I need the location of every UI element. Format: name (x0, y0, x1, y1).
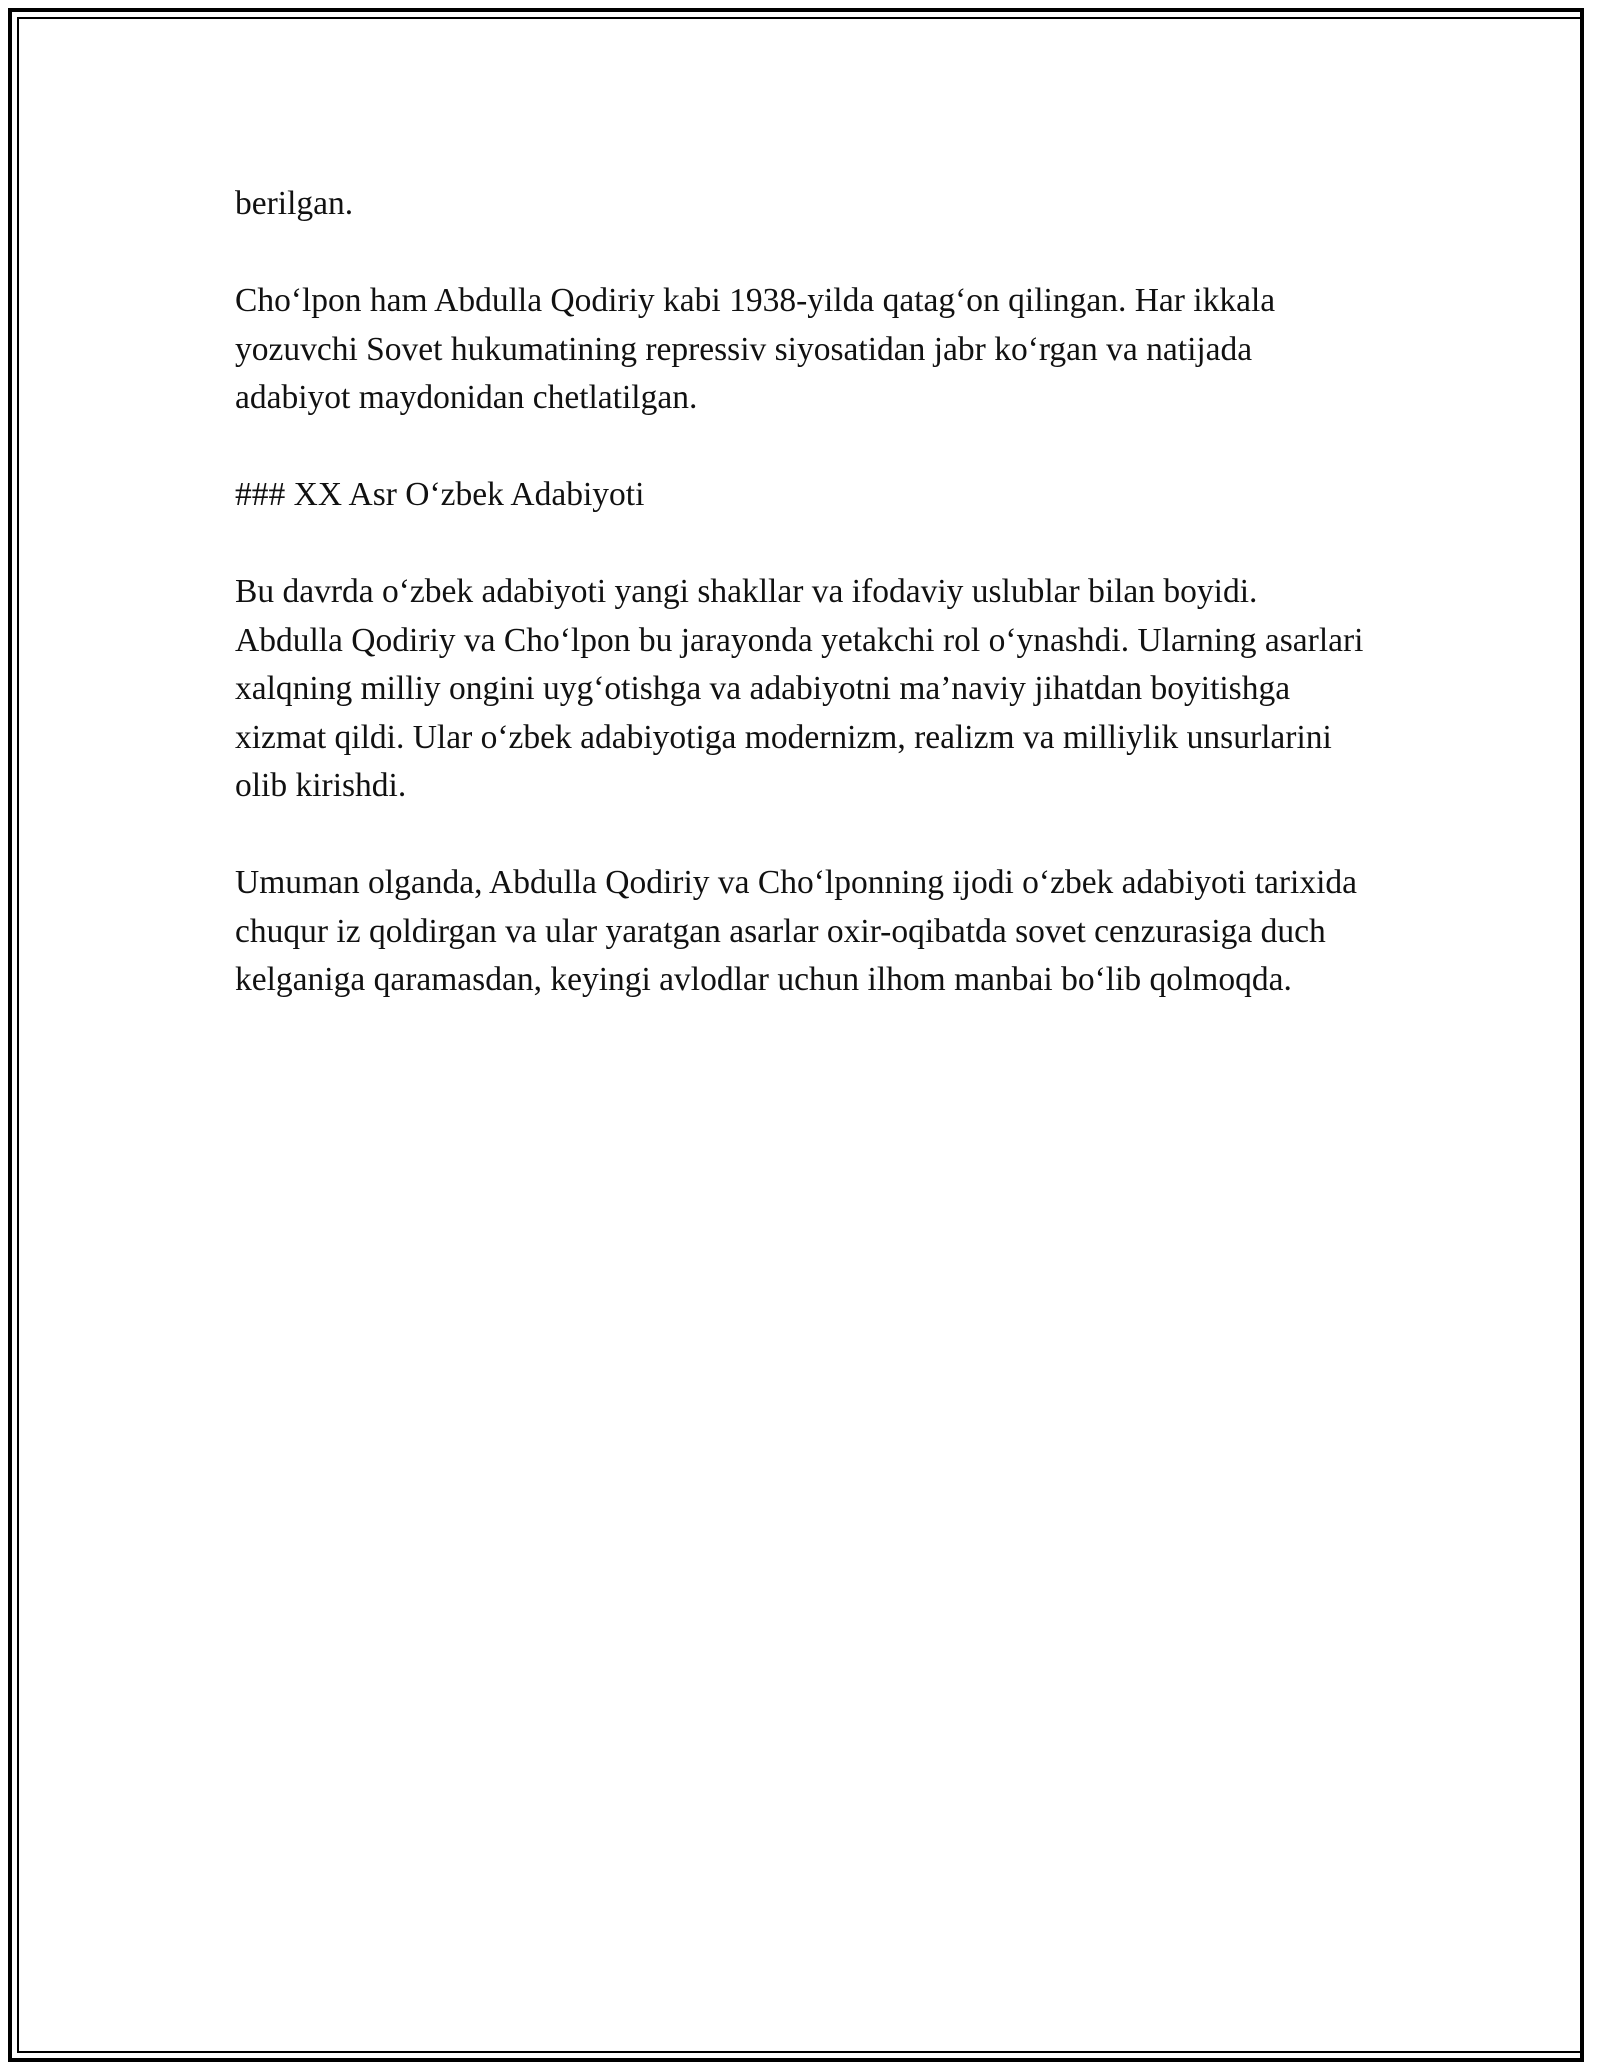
document-body (235, 180, 1365, 1005)
paragraph-xx-century-literature: Bu davrda o‘zbek adabiyoti yangi shakllar va ifodaviy uslublar bilan boyidi. Abdulla Qodiriy va Cho‘lpon bu jarayonda yetakchi rol o‘ynashdi. Ularning asarlari xalqning milliy ongini uyg‘otishga va adabiyotni ma’naviy jihatdan boyitishga xizmat qildi. Ular o‘zbek adabiyotiga modernizm, realizm va milliylik unsurlarini olib kirishdi. (235, 573, 1364, 804)
paragraph-conclusion: Umuman olganda, Abdulla Qodiriy va Cho‘lponning ijodi o‘zbek adabiyoti tarixida chuqur iz qoldirgan va ular yaratgan asarlar oxir-oqibatda sovet cenzurasiga duch kelganiga qaramasdan, keyingi avlodlar uchun ilhom manbai bo‘lib qolmoqda. (235, 864, 1358, 998)
paragraph-cholpon-repression: Cho‘lpon ham Abdulla Qodiriy kabi 1938-yilda qatag‘on qilingan. Har ikkala yozuvchi Sovet hukumatining repressiv siyosatidan jabr ko‘rgan va natijada adabiyot maydonidan chetlatilgan. (235, 282, 1276, 416)
paragraph-continuation: berilgan. (235, 185, 354, 222)
section-heading: ### XX Asr O‘zbek Adabiyoti (235, 476, 645, 513)
